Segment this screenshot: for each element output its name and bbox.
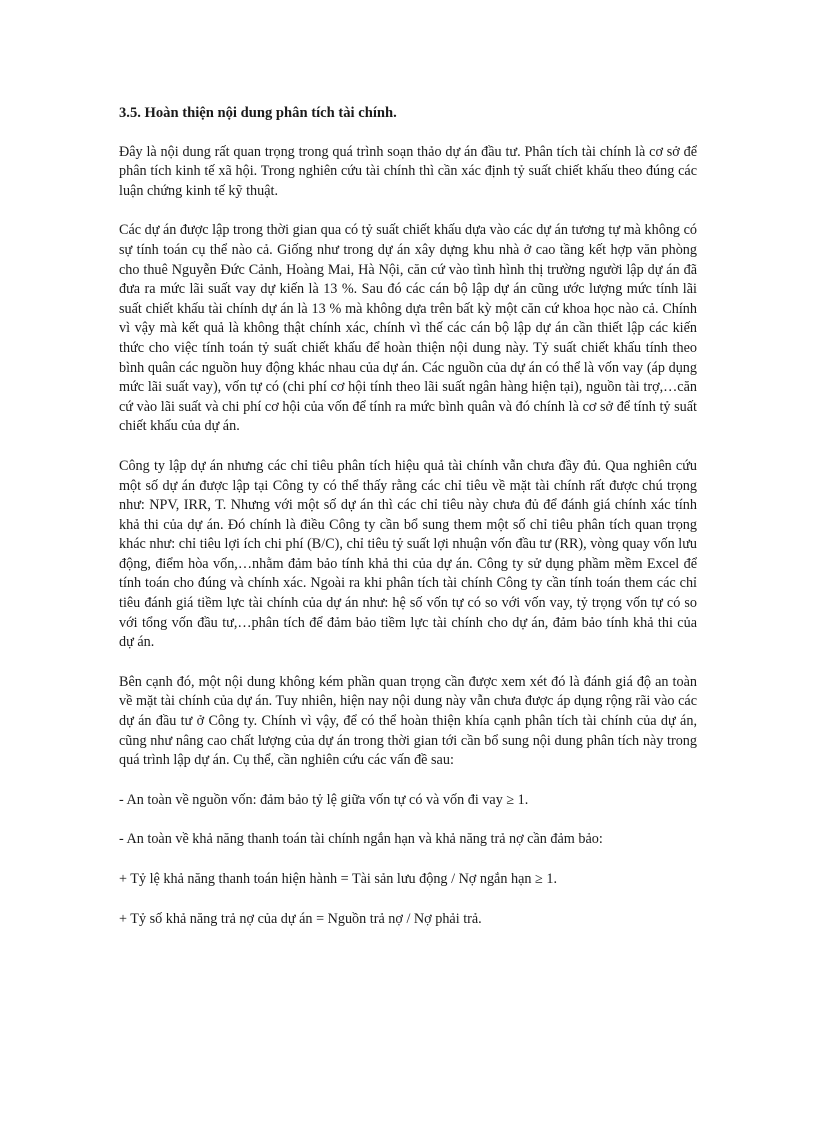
list-item-debt-ratio: + Tỷ số khả năng trả nợ của dự án = Nguồn trả nợ / Nợ phải trả. — [119, 910, 482, 927]
paragraph-financial-safety: Bên cạnh đó, một nội dung không kém phần quan trọng cần được xem xét đó là đánh giá độ an toàn về mặt tài chính của dự án. Tuy nhiên, hiện nay nội dung này vẫn chưa được áp dụng rộng rãi vào các dự án đầu tư ở Công ty. Chính vì vậy, để có thể hoàn thiện khía cạnh phân tích tài chính của dự án, cũng như nâng cao chất lượng của dự án trong thời gian tới cần bổ sung nội dung phân tích này trong quá trình lập dự án. Cụ thể, cần nghiên cứu các vấn đề sau: — [119, 673, 697, 769]
document-body — [119, 104, 697, 929]
list-item-solvency-safety: - An toàn về khả năng thanh toán tài chính ngắn hạn và khả năng trả nợ cần đảm bảo: — [119, 831, 603, 848]
section-heading: 3.5. Hoàn thiện nội dung phân tích tài chính. — [119, 105, 397, 121]
paragraph-indicators: Công ty lập dự án nhưng các chỉ tiêu phân tích hiệu quả tài chính vẫn chưa đầy đủ. Qua nghiên cứu một số dự án được lập tại Công ty có thể thấy rằng các chỉ tiêu về mặt tài chính rất được chú trọng như: NPV, IRR, T. Nhưng với một số dự án thì các chỉ tiêu này chưa đủ để đánh giá chính xác tính khả thi của dự án. Đó chính là điều Công ty cần bổ sung them một số chỉ tiêu phân tích quan trọng khác như: chỉ tiêu lợi ích chi phí (B/C), chỉ tiêu tỷ suất lợi nhuận vốn đầu tư (RR), vòng quay vốn lưu động, điểm hòa vốn,…nhằm đảm bảo tính khả thi của dự án. Công ty sử dụng phầm mềm Excel để tính toán cho đúng và chính xác. Ngoài ra khi phân tích tài chính Công ty cần tính toán them các chỉ tiêu đánh giá tiềm lực tài chính của dự án như: hệ số vốn tự có so với vốn vay, tỷ trọng vốn tự có so với tổng vốn đầu tư,…phân tích để đảm bảo tiềm lực tài chính cho dự án, đảm bảo tính khả thi của dự án. — [119, 457, 697, 651]
paragraph-discount-rate: Các dự án được lập trong thời gian qua có tỷ suất chiết khấu dựa vào các dự án tương tự mà không có sự tính toán cụ thể nào cả. Giống như trong dự án xây dựng khu nhà ở cao tầng kết hợp văn phòng cho thuê Nguyễn Đức Cảnh, Hoàng Mai, Hà Nội, căn cứ vào tình hình thị trường người lập dự án đã đưa ra mức lãi suất vay dự kiến là 13 %. Sau đó các cán bộ lập dự án cũng ước lượng mức tính lãi suất chiết khấu tài chính dự án là 13 % mà không dựa trên bất kỳ một căn cứ khoa học nào cả. Chính vì vậy mà kết quả là không thật chính xác, chính vì thế các cán bộ lập dự án cần thiết lập các kiến thức cho việc tính toán tỷ suất chiết khấu để hoàn thiện nội dung này. Tỷ suất chiết khấu tính theo bình quân các nguồn huy động khác nhau của dự án. Các nguồn của dự án có thể là vốn vay (áp dụng mức lãi suất vay), vốn tự có (chi phí cơ hội tính theo lãi suất ngân hàng hiện tại), nguồn tài trợ,…căn cứ vào lãi suất và chi phí cơ hội của vốn để tính ra mức bình quân và đó chính là cơ sở để tính tỷ suất chiết khấu của dự án. — [119, 222, 697, 435]
paragraph-intro: Đây là nội dung rất quan trọng trong quá trình soạn thảo dự án đầu tư. Phân tích tài chính là cơ sở để phân tích kinh tế xã hội. Trong nghiên cứu tài chính thì cần xác định tỷ suất chiết khấu theo đúng các luận chứng kinh tế kỹ thuật. — [119, 143, 697, 199]
list-item-capital-safety: - An toàn về nguồn vốn: đảm bảo tỷ lệ giữa vốn tự có và vốn đi vay ≥ 1. — [119, 791, 529, 808]
list-item-current-ratio: + Tỷ lệ khả năng thanh toán hiện hành = Tài sản lưu động / Nợ ngắn hạn ≥ 1. — [119, 871, 557, 887]
